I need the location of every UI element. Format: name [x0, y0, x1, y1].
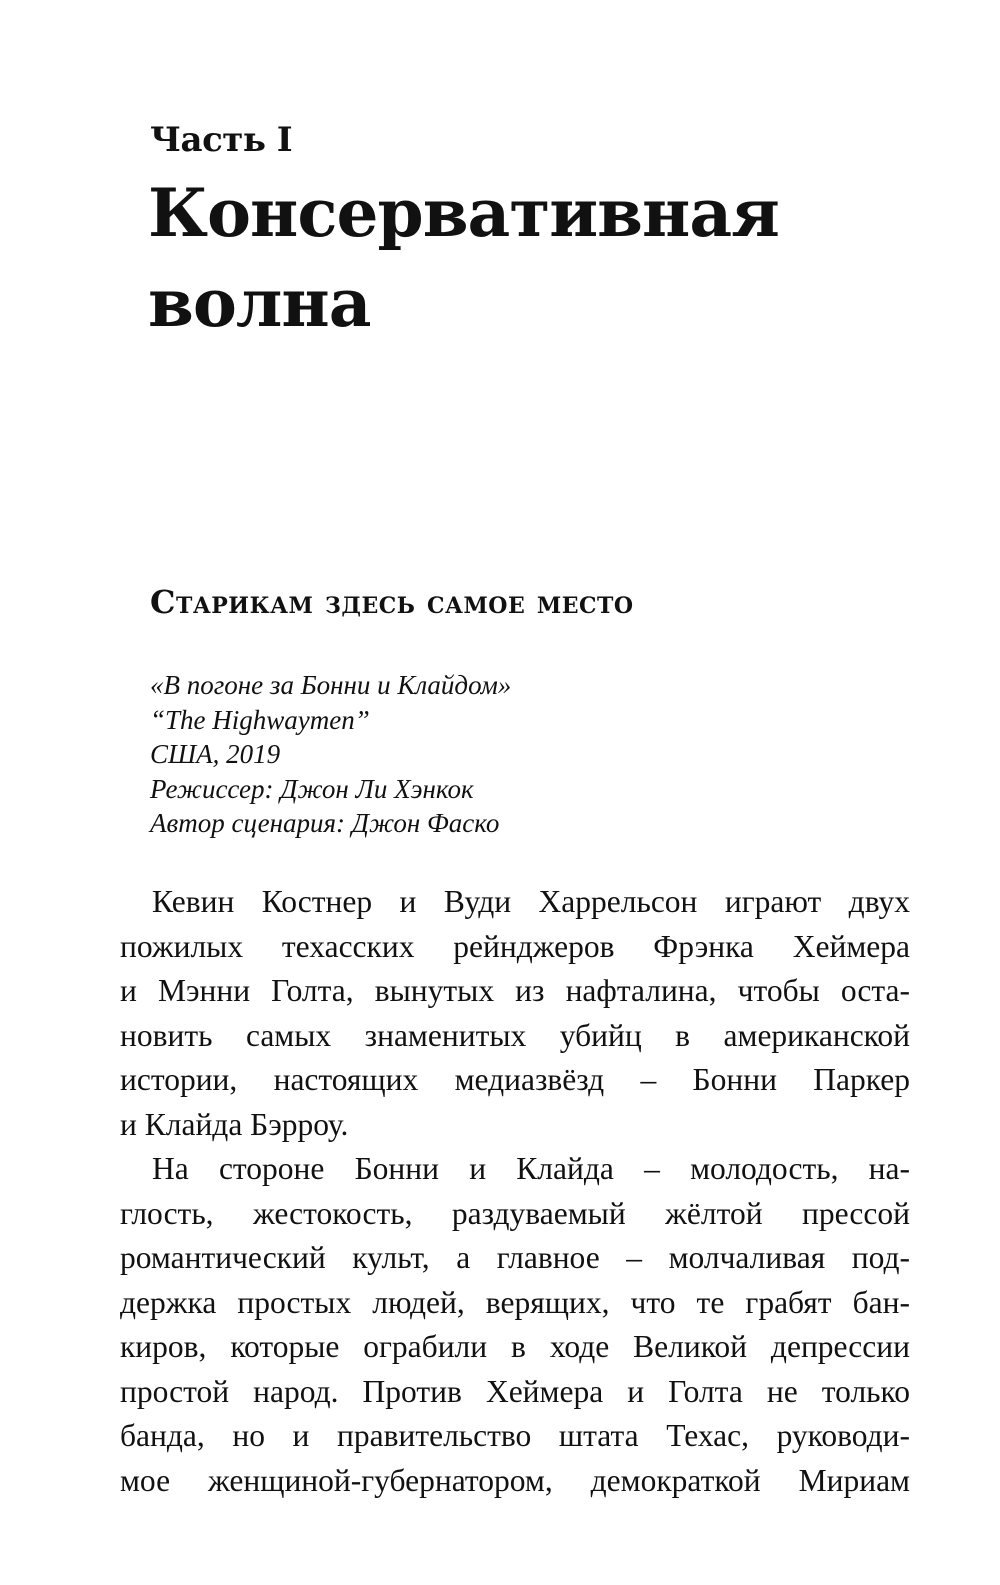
film-info	[150, 668, 511, 841]
film-title-en: “The Highwaymen”	[150, 704, 370, 735]
film-country-year: США, 2019	[150, 739, 281, 769]
text-line: На стороне Бонни и Клайда – молодость, на-	[152, 1151, 910, 1186]
text-line: и Клайда Бэрроу.	[120, 1106, 349, 1142]
film-title-ru: «В погоне за Бонни и Клайдом»	[150, 670, 512, 700]
body-text	[120, 880, 910, 1503]
text-line: глость, жестокость, раздуваемый жёлтой прессой	[120, 1195, 910, 1231]
film-writer: Автор сценария: Джон Фаско	[150, 808, 500, 838]
text-line: и Мэнни Голта, вынутых из нафталина, чтобы оста-	[120, 973, 910, 1008]
chapter-title: Старикам здесь самое место	[150, 583, 634, 621]
part-title-line: волна	[148, 264, 371, 342]
part-title	[148, 168, 868, 348]
text-line: истории, настоящих медиазвёзд – Бонни Паркер	[120, 1062, 910, 1097]
text-line: мое женщиной-губернатором, демократкой Мириам	[120, 1462, 910, 1498]
text-line: простой народ. Против Хеймера и Голта не только	[120, 1373, 910, 1409]
text-line: новить самых знаменитых убийц в американской	[120, 1017, 910, 1053]
text-line: романтический культ, а главное – молчаливая под-	[120, 1240, 910, 1275]
part-label: Часть I	[150, 120, 293, 160]
paragraph	[120, 880, 910, 1147]
text-line: киров, которые ограбили в ходе Великой депрессии	[120, 1329, 910, 1364]
part-title-line: Консервативная	[148, 174, 779, 252]
film-director: Режиссер: Джон Ли Хэнкок	[150, 773, 474, 804]
text-line: пожилых техасских рейнджеров Фрэнка Хеймера	[120, 928, 910, 964]
text-line: банда, но и правительство штата Техас, руководи-	[120, 1418, 910, 1453]
paragraph	[120, 1147, 910, 1503]
text-line: держка простых людей, верящих, что те грабят бан-	[120, 1284, 910, 1320]
text-line: Кевин Костнер и Вуди Харрельсон играют двух	[152, 884, 910, 919]
